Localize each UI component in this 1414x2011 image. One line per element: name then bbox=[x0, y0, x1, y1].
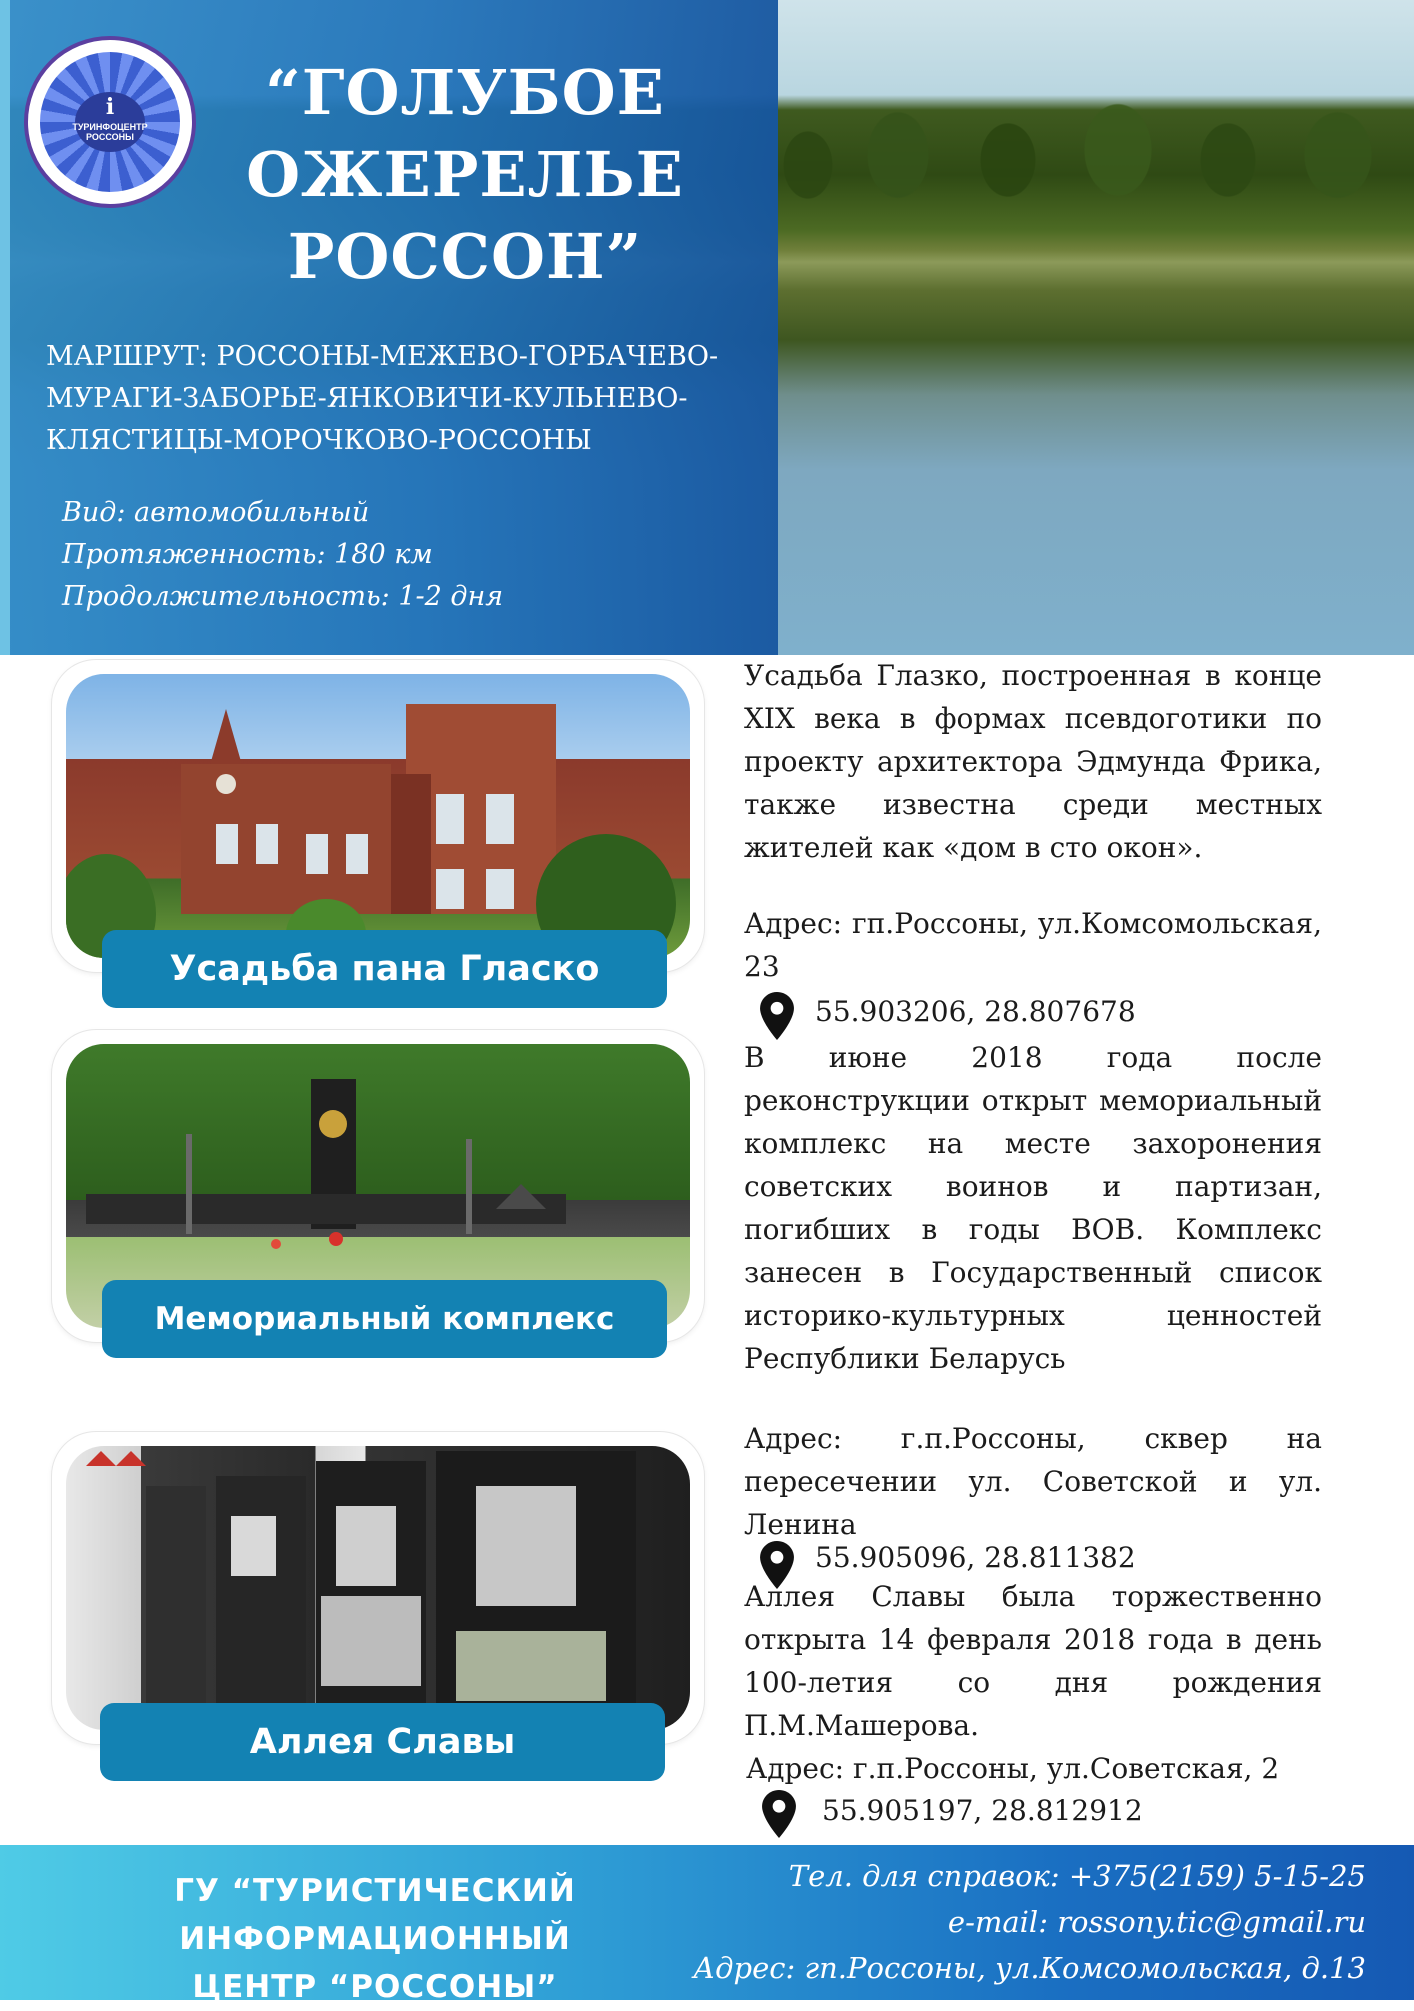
site-description-alley: Аллея Славы была торжественно открыта 14 февраля 2018 года в день 100-летия со дня рождения П.М.Машерова. bbox=[744, 1580, 1322, 1742]
contact-phone: Тел. для справок: +375(2159) 5-15-25 bbox=[788, 1859, 1366, 1893]
alley-steles-graphic bbox=[66, 1446, 690, 1730]
card-label-glasko-estate: Усадьба пана Гласко bbox=[102, 930, 667, 1008]
card-alley-of-glory bbox=[52, 1432, 704, 1762]
site-description-glasko: Усадьба Глазко, построенная в конце XIX века в формах псевдоготики по проекту архитектора Эдмунда Фрика, также известна среди местных жителей как «дом в сто окон». bbox=[744, 659, 1322, 864]
title-panel bbox=[0, 0, 778, 655]
route-length: Протяженность: 180 км bbox=[62, 539, 433, 570]
site-address-alley: Адрес: г.п.Россоны, ул.Советская, 2 bbox=[746, 1752, 1280, 1785]
route-type: Вид: автомобильный bbox=[62, 497, 370, 528]
contact-address: Адрес: гп.Россоны, ул.Комсомольская, д.13 bbox=[693, 1951, 1366, 1985]
location-pin-icon bbox=[762, 1790, 796, 1838]
coordinates-glasko: 55.903206, 28.807678 bbox=[815, 995, 1136, 1028]
organization-name: ГУ “ТУРИСТИЧЕСКИЙ ИНФОРМАЦИОННЫЙ ЦЕНТР “РОССОНЫ” bbox=[174, 1873, 576, 2005]
contact-email: e-mail: rossony.tic@gmail.ru bbox=[947, 1905, 1366, 1939]
cornflower-icon bbox=[40, 52, 180, 192]
card-label-alley-of-glory: Аллея Славы bbox=[100, 1703, 665, 1781]
site-address-memorial: Адрес: г.п.Россоны, сквер на пересечении ул. Советской и ул. Ленина bbox=[744, 1422, 1322, 1541]
card-label-memorial: Мемориальный комплекс bbox=[102, 1280, 667, 1358]
treeline-reflection bbox=[778, 95, 1414, 255]
logo-text: ТУРИНФОЦЕНТР РОССОНЫ bbox=[72, 122, 148, 142]
site-description-memorial: В июне 2018 года после реконструкции открыт мемориальный комплекс на месте захоронения советских воинов и партизан, погибших в годы ВОВ. Комплекс занесен в Государственный список историко-культурных ценностей Республики Беларусь bbox=[744, 1041, 1322, 1375]
coordinates-memorial: 55.905096, 28.811382 bbox=[815, 1541, 1136, 1574]
tourist-center-logo bbox=[24, 36, 196, 208]
estate-building-graphic bbox=[66, 674, 690, 958]
glasko-estate-photo bbox=[66, 674, 690, 958]
route-meta bbox=[62, 492, 662, 618]
contact-info bbox=[646, 1853, 1366, 1991]
site-address-glasko: Адрес: гп.Россоны, ул.Комсомольская, 23 bbox=[744, 907, 1322, 983]
route-description: МАРШРУТ: РОССОНЫ-МЕЖЕВО-ГОРБАЧЕВО- МУРАГИ-ЗАБОРЬЕ-ЯНКОВИЧИ-КУЛЬНЕВО- КЛЯСТИЦЫ-МОРОЧКОВО-РОССОНЫ bbox=[46, 341, 719, 456]
alley-of-glory-photo bbox=[66, 1446, 690, 1730]
card-glasko-estate bbox=[52, 660, 704, 989]
card-memorial bbox=[52, 1030, 704, 1342]
location-pin-icon bbox=[760, 992, 794, 1040]
footer bbox=[0, 1845, 1414, 2005]
route-duration: Продолжительность: 1-2 дня bbox=[62, 581, 504, 612]
coordinates-alley: 55.905197, 28.812912 bbox=[822, 1794, 1143, 1827]
info-i-icon: i bbox=[105, 94, 115, 120]
page-title: “ГОЛУБОЕ ОЖЕРЕЛЬЕ РОССОН” bbox=[246, 56, 684, 293]
